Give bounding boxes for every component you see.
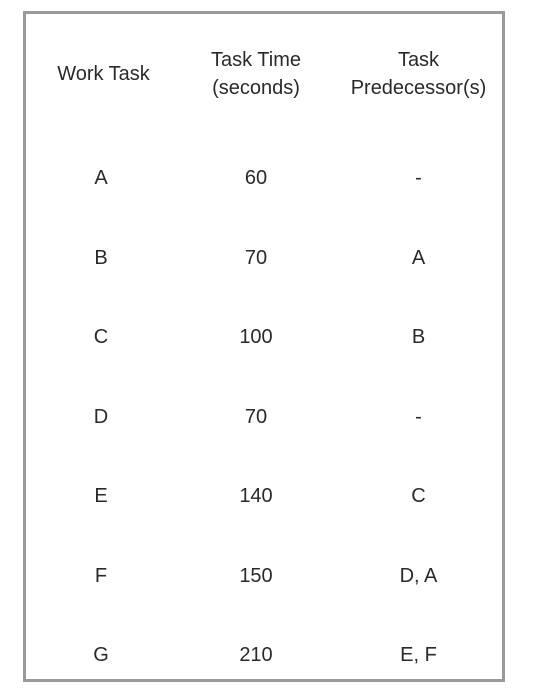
task-table <box>23 11 505 682</box>
cell-predecessor: B <box>411 326 426 348</box>
cell-predecessor: - <box>415 405 422 428</box>
table-row <box>26 562 502 642</box>
table-body <box>26 164 502 700</box>
cell-time: 140 <box>239 485 273 507</box>
cell-time: 100 <box>239 326 273 348</box>
cell-task: D <box>93 405 109 428</box>
table-row <box>26 641 502 700</box>
cell-task: B <box>94 246 108 269</box>
cell-task: G <box>93 644 109 666</box>
cell-task: A <box>94 167 108 189</box>
cell-time: 210 <box>239 644 273 666</box>
cell-predecessor: C <box>411 485 426 507</box>
cell-predecessor: - <box>415 167 422 189</box>
cell-task: C <box>93 326 109 348</box>
cell-predecessor: D, A <box>399 564 438 587</box>
table-row <box>26 323 502 403</box>
cell-time: 70 <box>244 246 268 269</box>
header-task-time: Task Time (seconds) <box>210 49 302 99</box>
table-row <box>26 164 502 244</box>
cell-time: 70 <box>244 405 268 428</box>
header-task-predecessors: Task Predecessor(s) <box>350 49 487 99</box>
cell-time: 60 <box>244 167 268 189</box>
cell-predecessor: A <box>411 246 426 269</box>
cell-predecessor: E, F <box>400 644 437 666</box>
cell-task: E <box>94 485 108 507</box>
table-row <box>26 482 502 562</box>
header-work-task: Work Task <box>57 63 150 85</box>
table-row <box>26 403 502 483</box>
table-row <box>26 244 502 324</box>
cell-time: 150 <box>239 564 273 587</box>
cell-task: F <box>94 564 108 587</box>
